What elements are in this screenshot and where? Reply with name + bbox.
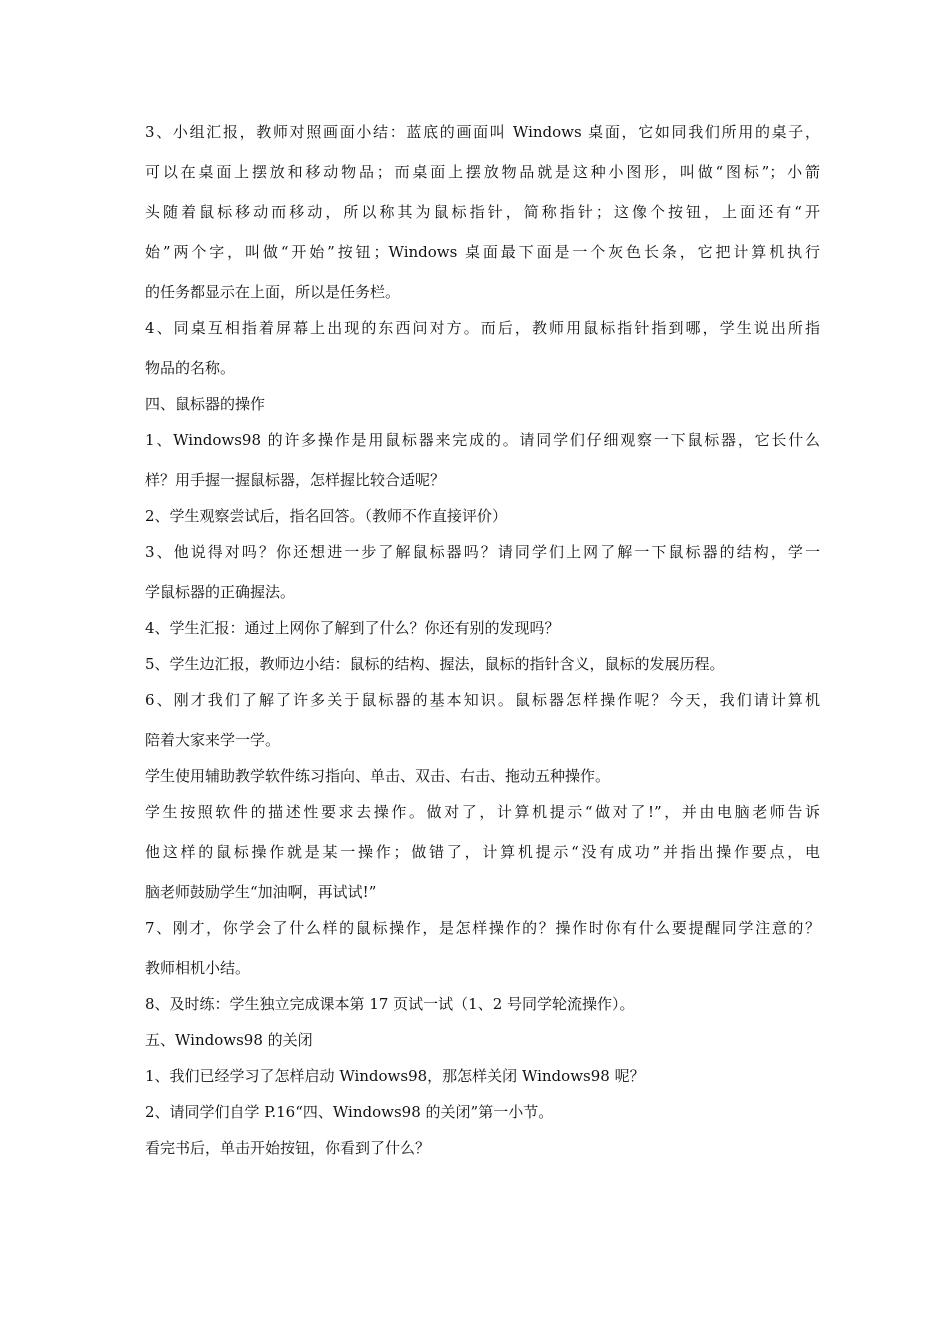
text-line: 2、学生观察尝试后，指名回答。（教师不作直接评价） [145, 507, 508, 525]
text-line: 的任务都显示在上面，所以是任务栏。 [145, 283, 401, 301]
text-line: 始”两个字，叫做“开始”按钮；Windows 桌面最下面是一个灰色长条，它把计算机执行 [145, 243, 820, 261]
text-line: 3、小组汇报，教师对照画面小结：蓝底的画面叫 Windows 桌面，它如同我们所用的桌子， [145, 123, 820, 141]
text-line: 5、学生边汇报，教师边小结：鼠标的结构、握法，鼠标的指针含义，鼠标的发展历程。 [145, 655, 725, 673]
text-line: 学生按照软件的描述性要求去操作。做对了，计算机提示“做对了!”，并由电脑老师告诉 [145, 803, 820, 821]
section-heading: 五、Windows98 的关闭 [145, 1031, 313, 1049]
text-line: 3、他说得对吗？你还想进一步了解鼠标器吗？请同学们上网了解一下鼠标器的结构，学一 [145, 543, 820, 561]
text-line: 7、刚才，你学会了什么样的鼠标操作，是怎样操作的？操作时你有什么要提醒同学注意的？ [145, 919, 820, 937]
text-line: 陪着大家来学一学。 [145, 731, 281, 749]
text-line: 6、刚才我们了解了许多关于鼠标器的基本知识。鼠标器怎样操作呢？今天，我们请计算机 [145, 691, 820, 709]
text-line: 可以在桌面上摆放和移动物品；而桌面上摆放物品就是这种小图形，叫做“图标”；小箭 [145, 163, 820, 181]
text-line: 8、及时练：学生独立完成课本第 17 页试一试（1、2 号同学轮流操作）。 [145, 995, 635, 1013]
text-line: 学生使用辅助教学软件练习指向、单击、双击、右击、拖动五种操作。 [145, 767, 611, 785]
text-line: 4、学生汇报：通过上网你了解到了什么？你还有别的发现吗？ [145, 619, 560, 637]
text-line: 教师相机小结。 [145, 959, 251, 977]
text-line: 4、同桌互相指着屏幕上出现的东西问对方。而后，教师用鼠标指针指到哪，学生说出所指 [145, 319, 820, 337]
text-line: 1、我们已经学习了怎样启动 Windows98，那怎样关闭 Windows98 呢？ [145, 1067, 645, 1085]
text-line: 看完书后，单击开始按钮，你看到了什么？ [145, 1139, 431, 1157]
section-heading: 四、鼠标器的操作 [145, 395, 266, 413]
text-line: 样？用手握一握鼠标器，怎样握比较合适呢？ [145, 471, 446, 489]
text-line: 1、Windows98 的许多操作是用鼠标器来完成的。请同学们仔细观察一下鼠标器，它长什么 [145, 431, 820, 449]
document-body [145, 122, 820, 1158]
text-line: 学鼠标器的正确握法。 [145, 583, 296, 601]
text-line: 2、请同学们自学 P.16“四、Windows98 的关闭”第一小节。 [145, 1103, 554, 1121]
text-line: 头随着鼠标移动而移动，所以称其为鼠标指针，简称指针；这像个按钮，上面还有“开 [145, 203, 820, 221]
text-line: 他这样的鼠标操作就是某一操作；做错了，计算机提示“没有成功”并指出操作要点，电 [145, 843, 820, 861]
text-line: 物品的名称。 [145, 359, 236, 377]
text-line: 脑老师鼓励学生“加油啊，再试试!” [145, 883, 377, 901]
